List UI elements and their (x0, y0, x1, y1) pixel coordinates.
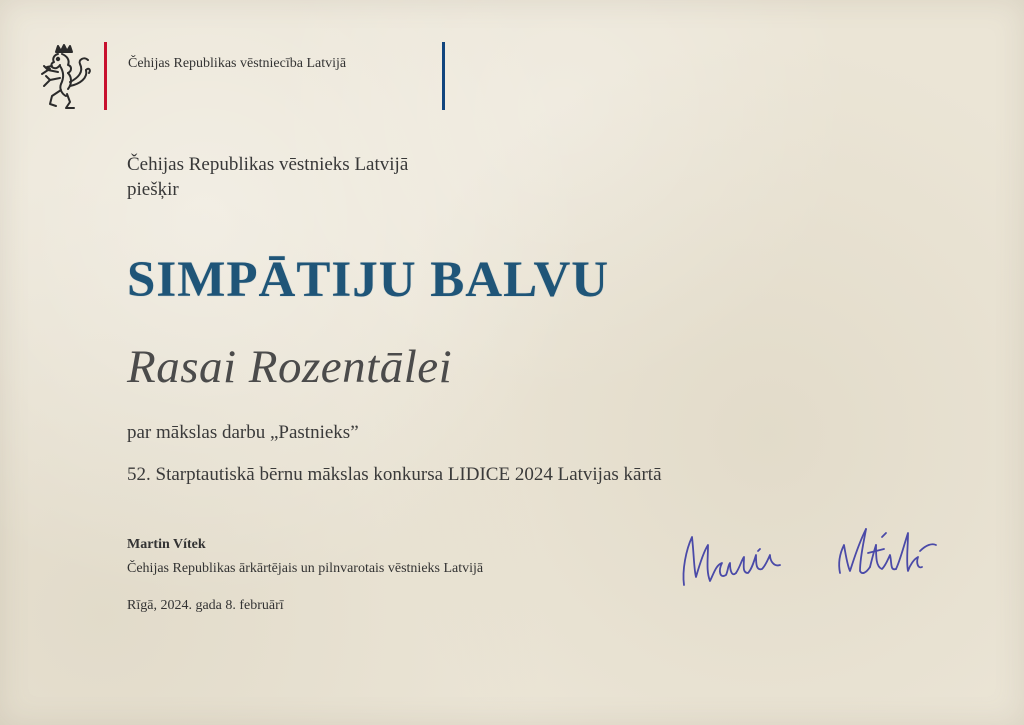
signer-title: Čehijas Republikas ārkārtējais un pilnvarotais vēstnieks Latvijā (127, 561, 484, 576)
artwork-line: par mākslas darbu „Pastnieks” (127, 422, 359, 443)
recipient-name: Rasai Rozentālei (127, 341, 453, 393)
awarder-block (127, 152, 408, 202)
place-date: Rīgā, 2024. gada 8. februārī (127, 598, 284, 613)
embassy-name: Čehijas Republikas vēstniecība Latvijā (128, 56, 347, 71)
handwritten-signature-icon (670, 515, 960, 605)
flag-blue-bar (442, 42, 445, 110)
competition-line: 52. Starptautiskā bērnu mākslas konkursa LIDICE 2024 Latvijas kārtā (127, 464, 662, 485)
certificate-header (34, 40, 454, 114)
czech-lion-emblem-icon (34, 42, 94, 112)
award-title: SIMPĀTIJU BALVU (127, 252, 610, 308)
signer-name: Martin Vítek (127, 537, 206, 552)
awarder-line-2: piešķir (127, 179, 179, 200)
awarder-line-1: Čehijas Republikas vēstnieks Latvijā (127, 154, 409, 175)
flag-red-bar (104, 42, 107, 110)
